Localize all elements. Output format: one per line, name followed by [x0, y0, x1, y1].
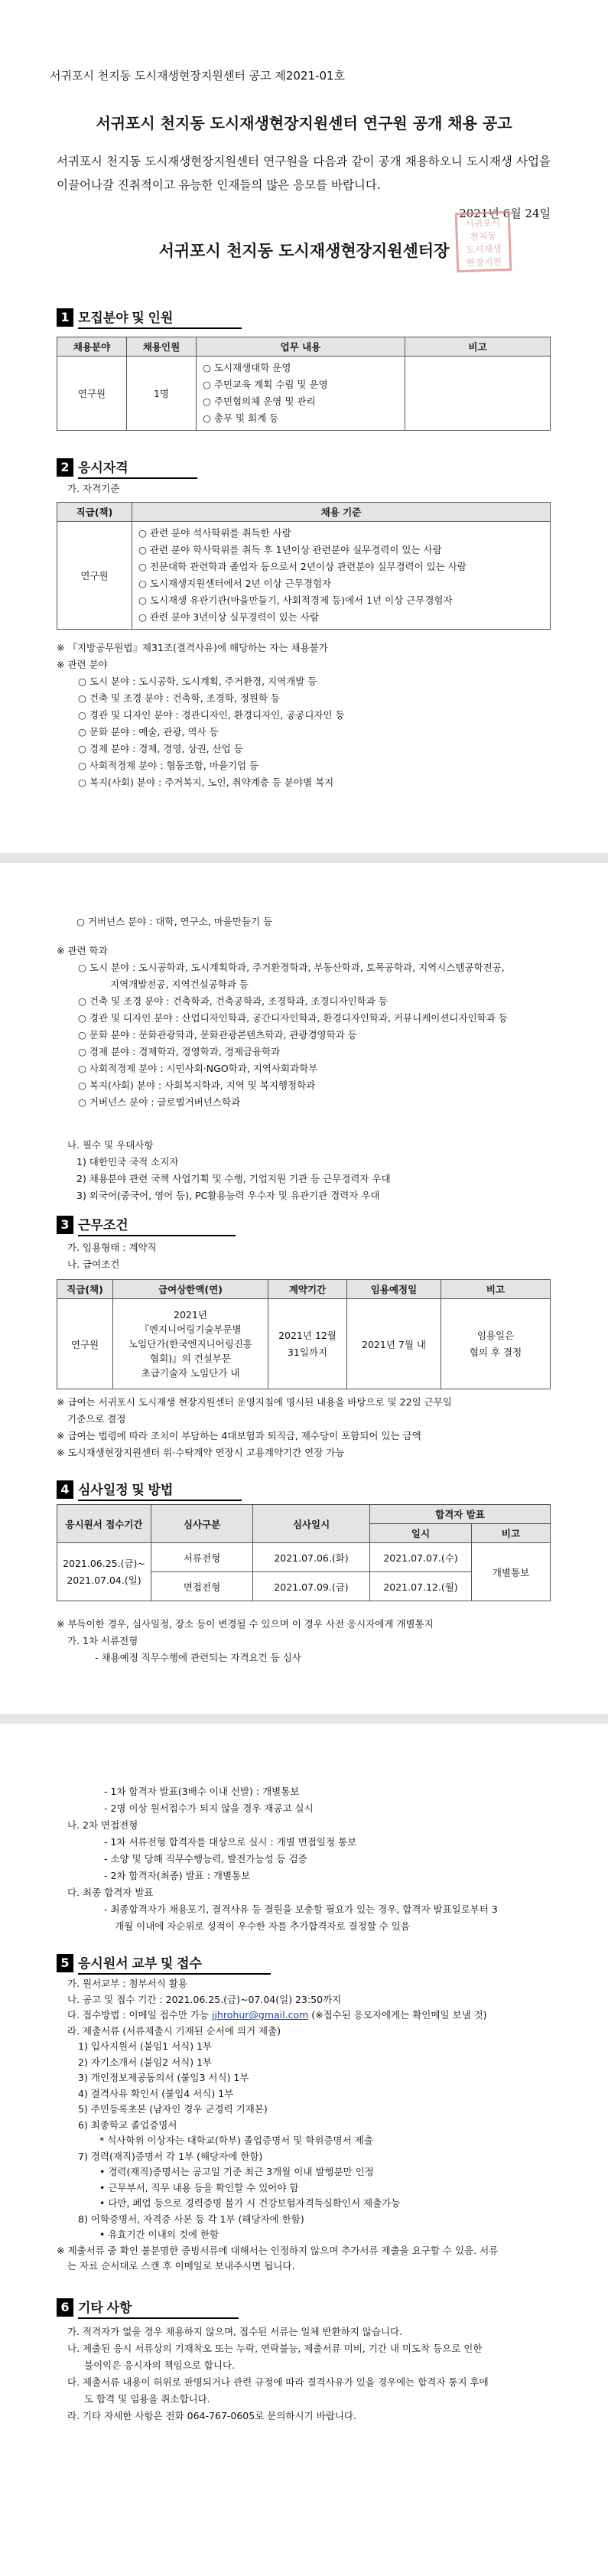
duty-item: ○ 주민협의체 운영 및 관리 — [203, 396, 316, 407]
field-cell: 연구원 — [57, 357, 127, 431]
pref-line: 3) 외국어(중국어, 영어 등), PC활용능력 우수자 및 유관기관 경력자 우대 — [76, 1190, 380, 1201]
date-cell: 2021.07.06.(화) — [253, 1543, 370, 1572]
col-header: 채용분야 — [57, 337, 127, 357]
duty-item: ○ 도시재생대학 운영 — [203, 362, 291, 373]
line: 가. 원서교부 : 첨부서식 활용 — [67, 1978, 187, 1989]
line: ※ 제출서류 중 확인 불분명한 증빙서류에 대해서는 인정하지 않으며 추가서류 제출을 요구할 수 있음. 서류 — [57, 2244, 499, 2256]
criterion: ○ 관련 분야 석사학위를 취득한 사람 — [138, 527, 291, 539]
major-line: ○ 도시 분야 : 도시공학과, 도시계획학과, 주거환경학과, 부동산학과, 토목공학과, 지역시스템공학전공, — [78, 962, 505, 973]
line: 5) 주민등록초본 (남자인 경우 군경력 기재본) — [78, 2103, 268, 2115]
duties-cell — [197, 357, 405, 431]
line: 3) 개인정보제공동의서 (붙임3 서식) 1부 — [78, 2072, 249, 2083]
section-3-heading — [57, 1215, 236, 1235]
col-header: 심사일시 — [253, 1505, 370, 1543]
duty-item: ○ 주민교육 계획 수립 및 운영 — [203, 379, 328, 390]
screening-process — [67, 1783, 498, 1935]
field-notes — [57, 640, 345, 791]
salary-cell — [113, 1299, 268, 1389]
salary-line: 2021년 — [174, 1309, 207, 1321]
line: 1) 입사지원서 (붙임1 서식) 1부 — [78, 2040, 213, 2052]
criterion: ○ 관련 분야 학사학위를 취득 후 1년이상 관련분야 실무경력이 있는 사람 — [138, 544, 442, 555]
subheading: 나. 필수 및 우대사항 — [67, 1139, 154, 1151]
other-notes — [67, 2324, 489, 2425]
note-line: ※ 급여는 서귀포시 도시재생 현장지원센터 운영지침에 명시된 내용을 바탕으로 및 22일 근무일 — [57, 1396, 452, 1408]
subheading: 나. 급여조건 — [67, 1259, 120, 1270]
col-header: 비고 — [472, 1524, 551, 1543]
employment-terms — [67, 1239, 157, 1273]
line: 는 자료 순서대로 스캔 후 이메일로 보내주시면 됩니다. — [67, 2260, 295, 2272]
note-line: ※ 급여는 법령에 따라 조치이 부담하는 4대보험과 퇴직금, 제수당이 포함되어 있는 금액 — [57, 1430, 421, 1441]
subheading: 가. 임용형태 : 계약직 — [67, 1242, 157, 1253]
page-2 — [0, 863, 608, 1714]
major-line: ○ 복지(사회) 분야 : 사회복지학과, 지역 및 복지행정학과 — [78, 1080, 316, 1091]
note-line: ※ 도시재생현장지원센터 위·수탁계약 연장시 고용계약기간 연장 가능 — [57, 1447, 345, 1458]
date-cell: 2021.07.09.(금) — [253, 1572, 370, 1601]
period-cell — [268, 1299, 347, 1389]
line: 다. 제출서류 내용이 허위로 판명되거나 관련 규정에 따라 결격사유가 있을 경우에는 합격자 통지 후에 — [67, 2376, 489, 2388]
announce-cell: 2021.07.07.(수) — [370, 1543, 472, 1572]
type-cell: 서류전형 — [151, 1543, 253, 1572]
note-line: ○ 경관 및 디자인 분야 : 경관디자인, 환경디자인, 공공디자인 등 — [78, 709, 345, 721]
period-line: 2021.06.25.(금)~ — [63, 1557, 145, 1569]
col-header: 직급(책) — [57, 503, 132, 522]
note-line: ○ 사회적경제 분야 : 협동조합, 마을기업 등 — [78, 760, 259, 771]
intro-paragraph: 서귀포시 천지동 도시재생현장지원센터 연구원을 다음과 같이 공개 채용하오니 도시재생 사업을 이끌어나갈 진취적이고 유능한 인재들의 많은 응모를 바랍니다. — [57, 155, 551, 192]
line: 나. 공고 및 접수 기간 : 2021.06.25.(금)~07.04(일) 23:50까지 — [67, 1993, 342, 2005]
field-notes-cont: ○ 거버넌스 분야 : 대학, 연구소, 마을만들기 등 — [76, 916, 273, 927]
line: 불이익은 응시자의 책임으로 합니다. — [84, 2359, 236, 2371]
application-details — [57, 1976, 499, 2275]
announce-cell: 2021.07.12.(월) — [370, 1572, 472, 1601]
section-1-heading — [57, 308, 242, 327]
rank-cell: 연구원 — [57, 1299, 113, 1389]
issuing-organization: 서귀포시 천지동 도시재생현장지원센터장 — [158, 241, 450, 260]
note-line: - 소양 및 당해 직무수행능력, 발전가능성 등 검증 — [104, 1853, 307, 1864]
note-line: - 최종합격자가 채용포기, 결격사유 등 결원을 보충할 필요가 있는 경우, 합격자 발표일로부터 3 — [104, 1904, 498, 1915]
announcement-date: 2021년 6월 24일 — [459, 207, 551, 220]
major-line: ○ 경제 분야 : 경제학과, 경영학과, 경제금융학과 — [78, 1046, 281, 1057]
section-title: 응시원서 교부 및 접수 — [78, 1952, 271, 1975]
note-line: 임용일은 — [476, 1329, 515, 1341]
section-number: 1 — [57, 308, 73, 327]
email-link[interactable]: jjhrohur@gmail.com — [212, 2009, 309, 2021]
note-line: - 2차 합격자(최종) 발표 : 개별통보 — [104, 1870, 251, 1881]
section-title: 기타 사항 — [78, 2297, 239, 2319]
note-line: ○ 건축 및 조경 분야 : 건축학, 조경학, 정원학 등 — [78, 692, 281, 704]
col-header: 계약기간 — [268, 1280, 347, 1299]
note-line: ○ 경제 분야 : 경제, 경영, 상권, 산업 등 — [78, 743, 243, 754]
col-header: 채용 기준 — [132, 503, 551, 522]
section-title: 심사일정 및 방법 — [78, 1479, 242, 1501]
section-title: 응시자격 — [78, 457, 197, 479]
line: 7) 경력(재직)증명서 각 1부 (해당자에 한함) — [78, 2150, 263, 2162]
note-cell — [441, 1299, 551, 1389]
line: 6) 최종학교 졸업증명서 — [78, 2118, 177, 2131]
salary-line: 『엔지니어링기술부문별 — [139, 1324, 242, 1335]
line: 나. 제출된 응시 서류상의 기재착오 또는 누락, 연락불능, 제출서류 미비, 기간 내 미도착 등으로 인한 — [67, 2343, 483, 2354]
note-line: 개월 이내에 자순위로 성적이 우수한 자를 추가합격자로 결정할 수 있음 — [115, 1920, 410, 1932]
note-line: ○ 복지(사회) 분야 : 주거복지, 노인, 취약계층 등 분야별 복지 — [78, 777, 334, 788]
subheading: 가. 1차 서류전형 — [67, 1635, 138, 1646]
major-line: ○ 건축 및 조경 분야 : 건축학과, 건축공학과, 조경학과, 조경디자인학과 등 — [78, 995, 388, 1007]
col-header: 심사구분 — [151, 1505, 253, 1543]
section-title: 모집분야 및 인원 — [78, 307, 242, 329]
col-header: 업무 내용 — [197, 337, 405, 357]
line: 4) 결격사유 확인서 (붙임4 서식) 1부 — [78, 2087, 234, 2099]
section-number: 4 — [57, 1480, 73, 1499]
salary-line: 노임단가(한국엔지니어링진흥 — [128, 1338, 252, 1350]
note-line: - 2명 이상 원서접수가 되지 않을 경우 재공고 실시 — [104, 1803, 314, 1814]
note-line: ※ 관련 분야 — [57, 659, 108, 670]
duty-item: ○ 총무 및 회계 등 — [203, 412, 279, 424]
schedule-notes — [57, 1616, 434, 1666]
section-4-heading — [57, 1480, 242, 1500]
pref-line: 2) 채용분야 관련 국책 사업기획 및 수행, 기업지원 기관 등 근무경력자 우대 — [76, 1173, 391, 1184]
major-line: ○ 사회적경제 분야 : 시민사회·NGO학과, 지역사회과학부 — [78, 1063, 318, 1074]
col-header: 응시원서 접수기간 — [57, 1505, 151, 1543]
note-line: ※ 부득이한 경우, 심사일정, 장소 등이 변경될 수 있으며 이 경우 사전 응시자에게 개별통지 — [57, 1618, 434, 1630]
criterion: ○ 도시재생 유관기관(마을만들기, 사회적경제 등)에서 1년 이상 근무경험자 — [138, 594, 453, 606]
col-header: 임용예정일 — [347, 1280, 441, 1299]
criterion: ○ 도시재생지원센터에서 2년 이상 근무경험자 — [138, 578, 332, 589]
qualification-table — [57, 502, 551, 630]
col-header: 급여상한액(연) — [113, 1280, 268, 1299]
start-cell: 2021년 7월 내 — [347, 1299, 441, 1389]
line: • 다만, 폐업 등으로 경력증명 불가 시 건강보험자격득실확인서 제출가능 — [99, 2197, 401, 2209]
note-cell — [405, 357, 551, 431]
note-line: ※ 『지방공무원법』제31조(결격사유)에 해당하는 자는 채용불가 — [57, 642, 328, 653]
line: 2) 자기소개서 (붙임2 서식) 1부 — [78, 2056, 213, 2068]
col-header: 채용인원 — [127, 337, 197, 357]
page-title: 서귀포시 천지동 도시재생현장지원센터 연구원 공개 채용 공고 — [96, 114, 512, 132]
section-number: 2 — [57, 458, 73, 477]
preferences — [67, 1137, 391, 1204]
section-title: 근무조건 — [78, 1214, 236, 1236]
pref-line: 1) 대한민국 국적 소지자 — [76, 1156, 179, 1168]
section-number: 6 — [57, 2298, 73, 2317]
major-line: ○ 문화 분야 : 문화관광학과, 문화관광콘텐츠학과, 관광경영학과 등 — [78, 1029, 357, 1040]
salary-notes — [57, 1394, 452, 1461]
majors-title: ※ 관련 학과 — [57, 945, 108, 956]
type-cell: 면접전형 — [151, 1572, 253, 1601]
note-line: ○ 문화 분야 : 예술, 관광, 역사 등 — [78, 726, 219, 738]
page-1 — [0, 0, 608, 853]
criteria-cell — [132, 522, 551, 630]
subheading: 가. 자격기준 — [67, 483, 120, 494]
col-header: 비고 — [441, 1280, 551, 1299]
salary-table — [57, 1279, 551, 1389]
section-number: 5 — [57, 1954, 73, 1972]
recruitment-table — [57, 337, 551, 431]
col-header: 일시 — [370, 1524, 472, 1543]
section-5-heading — [57, 1953, 271, 1973]
salary-line: 협회)』의 건설부문 — [150, 1353, 231, 1364]
subheading: 다. 최종 합격자 발표 — [67, 1887, 154, 1898]
major-line: 지역개발전공, 지역건설공학과 등 — [110, 979, 249, 990]
col-header: 직급(책) — [57, 1280, 113, 1299]
rank-cell: 연구원 — [57, 522, 132, 630]
note-line: ○ 도시 분야 : 도시공학, 도시계획, 주거환경, 지역개발 등 — [78, 676, 317, 687]
line: • 경력(재직)증명서는 공고일 기준 최근 3개월 이내 발행분만 인정 — [99, 2166, 374, 2177]
line: 라. 기타 자세한 사항은 전화 064-767-0605로 문의하시기 바랍니다. — [67, 2410, 356, 2421]
line: • 근무부서, 직무 내용 등을 확인할 수 있어야 함 — [99, 2181, 299, 2193]
note-line: 협의 후 결정 — [469, 1346, 522, 1358]
note-line: - 1차 합격자 발표(3배수 이내 선발) : 개별통보 — [104, 1786, 300, 1797]
official-seal: 서귀포시 천지동 도시재생 현장지원 — [455, 211, 512, 272]
period-line: 31일까지 — [287, 1346, 328, 1358]
note-line: - 채용예정 직무수행에 관련되는 자격요건 등 심사 — [95, 1652, 301, 1663]
col-header: 비고 — [405, 337, 551, 357]
line: 도 합격 및 임용을 취소합니다. — [84, 2393, 210, 2405]
major-line: ○ 거버넌스 분야 : 글로벌거버넌스학과 — [78, 1096, 241, 1108]
line: 가. 적격자가 없을 경우 채용하지 않으며, 접수된 서류는 일체 반환하지 않습니다. — [67, 2326, 403, 2337]
count-cell: 1명 — [127, 357, 197, 431]
major-line: ○ 경관 및 디자인 분야 : 산업디자인학과, 공간디자인학과, 환경디자인학과, 커뮤니케이션디자인학과 등 — [78, 1012, 508, 1024]
note-line: 기준으로 결정 — [67, 1413, 126, 1425]
announce-note-cell: 개별통보 — [472, 1543, 551, 1601]
section-2-heading — [57, 458, 197, 477]
note-line: - 1차 서류전형 합격자를 대상으로 실시 : 개별 면접일정 통보 — [104, 1836, 357, 1848]
line: 라. 제출서류 (서류제출시 기재된 순서에 의거 제출) — [67, 2024, 281, 2037]
section-number: 3 — [57, 1216, 73, 1234]
criterion: ○ 전문대학 관련학과 졸업자 등으로서 2년이상 관련분야 실무경력이 있는 사람 — [138, 561, 467, 572]
majors-list — [57, 943, 508, 1111]
criterion: ○ 관련 분야 3년이상 실무경력이 있는 사람 — [138, 611, 319, 623]
line: * 석사학위 이상자는 대학교(학부) 졸업증명서 및 학위증명서 제출 — [99, 2135, 373, 2146]
period-line: 2021년 12월 — [278, 1329, 337, 1341]
col-header: 합격자 발표 — [370, 1505, 551, 1524]
document-number: 서귀포시 천지동 도시재생현장지원센터 공고 제2021-01호 — [50, 69, 346, 83]
period-line: 2021.07.04.(일) — [67, 1574, 141, 1586]
period-cell — [57, 1543, 151, 1601]
line: 다. 접수방법 : 이메일 접수만 가능 jjhrohur@gmail.com (※접수된 응모자에게는 확인메일 보낼 것) — [67, 2009, 487, 2021]
schedule-table — [57, 1504, 551, 1601]
salary-line: 초급기술자 노임단가 내 — [141, 1367, 240, 1379]
subheading: 나. 2차 면접전형 — [67, 1819, 138, 1831]
line: • 유효기간 이내의 것에 한함 — [99, 2229, 219, 2240]
page-3 — [0, 1724, 608, 2576]
line: 8) 어학증명서, 자격증 사본 등 각 1부 (해당자에 한함) — [78, 2213, 304, 2225]
section-6-heading — [57, 2298, 239, 2317]
